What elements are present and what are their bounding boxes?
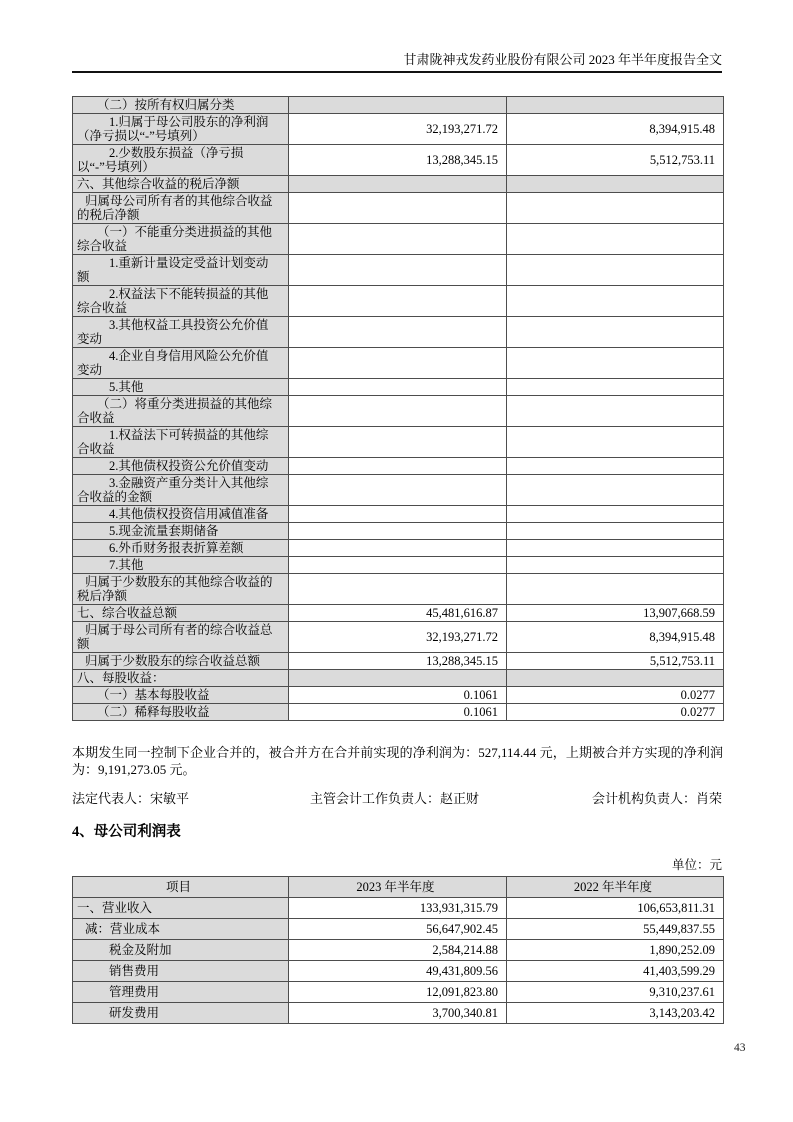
value-prior-period xyxy=(507,670,724,687)
table-header-row xyxy=(73,877,724,898)
value-2022-half-year: 106,653,811.31 xyxy=(507,898,724,919)
value-2023-half-year: 49,431,809.56 xyxy=(289,961,507,982)
value-prior-period xyxy=(507,193,724,224)
value-prior-period xyxy=(507,286,724,317)
row-label: 5.其他 xyxy=(73,379,289,396)
table-row xyxy=(73,176,724,193)
value-2023-half-year: 2,584,214.88 xyxy=(289,940,507,961)
report-header-title: 甘肃陇神戎发药业股份有限公司 2023 年半年度报告全文 xyxy=(403,52,722,67)
value-current-period xyxy=(289,286,507,317)
value-prior-period xyxy=(507,523,724,540)
row-label: 2.其他债权投资公允价值变动 xyxy=(73,458,289,475)
value-current-period xyxy=(289,193,507,224)
value-prior-period xyxy=(507,97,724,114)
value-prior-period: 5,512,753.11 xyxy=(507,653,724,670)
column-header-2022-half-year: 2022 年半年度 xyxy=(507,877,724,898)
row-label: 管理费用 xyxy=(73,982,289,1003)
value-current-period xyxy=(289,475,507,506)
value-prior-period: 8,394,915.48 xyxy=(507,622,724,653)
value-2022-half-year: 41,403,599.29 xyxy=(507,961,724,982)
unit-label: 单位：元 xyxy=(671,858,722,872)
value-2022-half-year: 1,890,252.09 xyxy=(507,940,724,961)
header-divider xyxy=(72,71,722,73)
value-current-period xyxy=(289,506,507,523)
value-current-period xyxy=(289,348,507,379)
value-prior-period xyxy=(507,396,724,427)
consolidated-income-statement-table xyxy=(72,96,724,721)
row-label: 归属于少数股东的其他综合收益的税后净额 xyxy=(73,574,289,605)
table-row xyxy=(73,193,724,224)
table-row xyxy=(73,687,724,704)
value-current-period: 13,288,345.15 xyxy=(289,653,507,670)
accounting-department-signature: 会计机构负责人：肖荣 xyxy=(591,791,722,806)
value-current-period xyxy=(289,427,507,458)
page-number: 43 xyxy=(734,1042,746,1054)
row-label: 八、每股收益： xyxy=(73,670,289,687)
row-label: 1.重新计量设定受益计划变动额 xyxy=(73,255,289,286)
value-current-period: 13,288,345.15 xyxy=(289,145,507,176)
table-row xyxy=(73,1003,724,1024)
signature-line xyxy=(72,788,722,805)
row-label: 七、综合收益总额 xyxy=(73,605,289,622)
row-label: （一）不能重分类进损益的其他综合收益 xyxy=(73,224,289,255)
table-row xyxy=(73,670,724,687)
value-current-period xyxy=(289,540,507,557)
row-label: 4.其他债权投资信用减值准备 xyxy=(73,506,289,523)
table-row xyxy=(73,97,724,114)
merger-note-text: 本期发生同一控制下企业合并的，被合并方在合并前实现的净利润为：527,114.44 元，上期被合并方实现的净利润为：9,191,273.05 元。 xyxy=(72,745,723,777)
table-row xyxy=(73,348,724,379)
row-label: 4.企业自身信用风险公允价值变动 xyxy=(73,348,289,379)
table-row xyxy=(73,145,724,176)
table-row xyxy=(73,317,724,348)
table-row xyxy=(73,114,724,145)
row-label: 6.外币财务报表折算差额 xyxy=(73,540,289,557)
value-current-period xyxy=(289,176,507,193)
row-label: 归属于少数股东的综合收益总额 xyxy=(73,653,289,670)
table-row xyxy=(73,427,724,458)
row-label: 2.权益法下不能转损益的其他综合收益 xyxy=(73,286,289,317)
value-prior-period xyxy=(507,540,724,557)
value-prior-period xyxy=(507,427,724,458)
value-prior-period xyxy=(507,317,724,348)
value-2023-half-year: 12,091,823.80 xyxy=(289,982,507,1003)
table-row xyxy=(73,653,724,670)
value-2022-half-year: 3,143,203.42 xyxy=(507,1003,724,1024)
row-label: （二）将重分类进损益的其他综合收益 xyxy=(73,396,289,427)
row-label: 销售费用 xyxy=(73,961,289,982)
column-header-2023-half-year: 2023 年半年度 xyxy=(289,877,507,898)
table-row xyxy=(73,540,724,557)
row-label: 3.其他权益工具投资公允价值变动 xyxy=(73,317,289,348)
value-current-period xyxy=(289,396,507,427)
row-label: 减：营业成本 xyxy=(73,919,289,940)
value-current-period xyxy=(289,557,507,574)
row-label: 7.其他 xyxy=(73,557,289,574)
value-prior-period xyxy=(507,255,724,286)
table-row xyxy=(73,458,724,475)
table-row xyxy=(73,704,724,721)
row-label: 六、其他综合收益的税后净额 xyxy=(73,176,289,193)
value-prior-period xyxy=(507,557,724,574)
value-current-period xyxy=(289,523,507,540)
table-row xyxy=(73,574,724,605)
parent-company-income-statement-table xyxy=(72,876,724,1024)
value-prior-period xyxy=(507,379,724,396)
value-2023-half-year: 3,700,340.81 xyxy=(289,1003,507,1024)
value-prior-period xyxy=(507,176,724,193)
row-label: 5.现金流量套期储备 xyxy=(73,523,289,540)
table-row xyxy=(73,919,724,940)
table-row xyxy=(73,940,724,961)
value-prior-period: 5,512,753.11 xyxy=(507,145,724,176)
value-current-period xyxy=(289,317,507,348)
row-label: 归属于母公司所有者的综合收益总额 xyxy=(73,622,289,653)
row-label: 1.权益法下可转损益的其他综合收益 xyxy=(73,427,289,458)
row-label: （二）稀释每股收益 xyxy=(73,704,289,721)
table-row xyxy=(73,898,724,919)
value-prior-period: 0.0277 xyxy=(507,704,724,721)
row-label: 2.少数股东损益（净亏损以“-”号填列） xyxy=(73,145,289,176)
section-title: 4、母公司利润表 xyxy=(72,824,181,840)
value-prior-period xyxy=(507,574,724,605)
value-prior-period xyxy=(507,506,724,523)
row-label: （二）按所有权归属分类 xyxy=(73,97,289,114)
value-2023-half-year: 56,647,902.45 xyxy=(289,919,507,940)
table-row xyxy=(73,557,724,574)
chief-accountant-signature: 主管会计工作负责人：赵正财 xyxy=(310,791,480,806)
value-prior-period xyxy=(507,475,724,506)
column-header-item: 项目 xyxy=(73,877,289,898)
value-prior-period xyxy=(507,458,724,475)
table-row xyxy=(73,961,724,982)
value-current-period xyxy=(289,379,507,396)
value-current-period xyxy=(289,574,507,605)
value-current-period: 32,193,271.72 xyxy=(289,622,507,653)
table-row xyxy=(73,379,724,396)
legal-representative-signature: 法定代表人：宋敏平 xyxy=(72,791,190,806)
value-2022-half-year: 9,310,237.61 xyxy=(507,982,724,1003)
row-label: 3.金融资产重分类计入其他综合收益的金额 xyxy=(73,475,289,506)
table-row xyxy=(73,286,724,317)
value-2023-half-year: 133,931,315.79 xyxy=(289,898,507,919)
value-prior-period xyxy=(507,224,724,255)
table-row xyxy=(73,506,724,523)
value-current-period: 45,481,616.87 xyxy=(289,605,507,622)
value-2022-half-year: 55,449,837.55 xyxy=(507,919,724,940)
value-current-period xyxy=(289,224,507,255)
table-row xyxy=(73,523,724,540)
value-prior-period: 8,394,915.48 xyxy=(507,114,724,145)
table-row xyxy=(73,475,724,506)
table-row xyxy=(73,605,724,622)
table-row xyxy=(73,224,724,255)
value-current-period xyxy=(289,255,507,286)
table-row xyxy=(73,982,724,1003)
value-prior-period xyxy=(507,348,724,379)
value-current-period xyxy=(289,97,507,114)
value-current-period: 0.1061 xyxy=(289,687,507,704)
row-label: 研发费用 xyxy=(73,1003,289,1024)
value-current-period xyxy=(289,458,507,475)
row-label: 税金及附加 xyxy=(73,940,289,961)
table-row xyxy=(73,396,724,427)
value-current-period: 0.1061 xyxy=(289,704,507,721)
value-current-period xyxy=(289,670,507,687)
value-prior-period: 0.0277 xyxy=(507,687,724,704)
table-row xyxy=(73,622,724,653)
row-label: 归属母公司所有者的其他综合收益的税后净额 xyxy=(73,193,289,224)
table-row xyxy=(73,255,724,286)
row-label: （一）基本每股收益 xyxy=(73,687,289,704)
value-prior-period: 13,907,668.59 xyxy=(507,605,724,622)
value-current-period: 32,193,271.72 xyxy=(289,114,507,145)
row-label: 一、营业收入 xyxy=(73,898,289,919)
row-label: 1.归属于母公司股东的净利润（净亏损以“-”号填列） xyxy=(73,114,289,145)
